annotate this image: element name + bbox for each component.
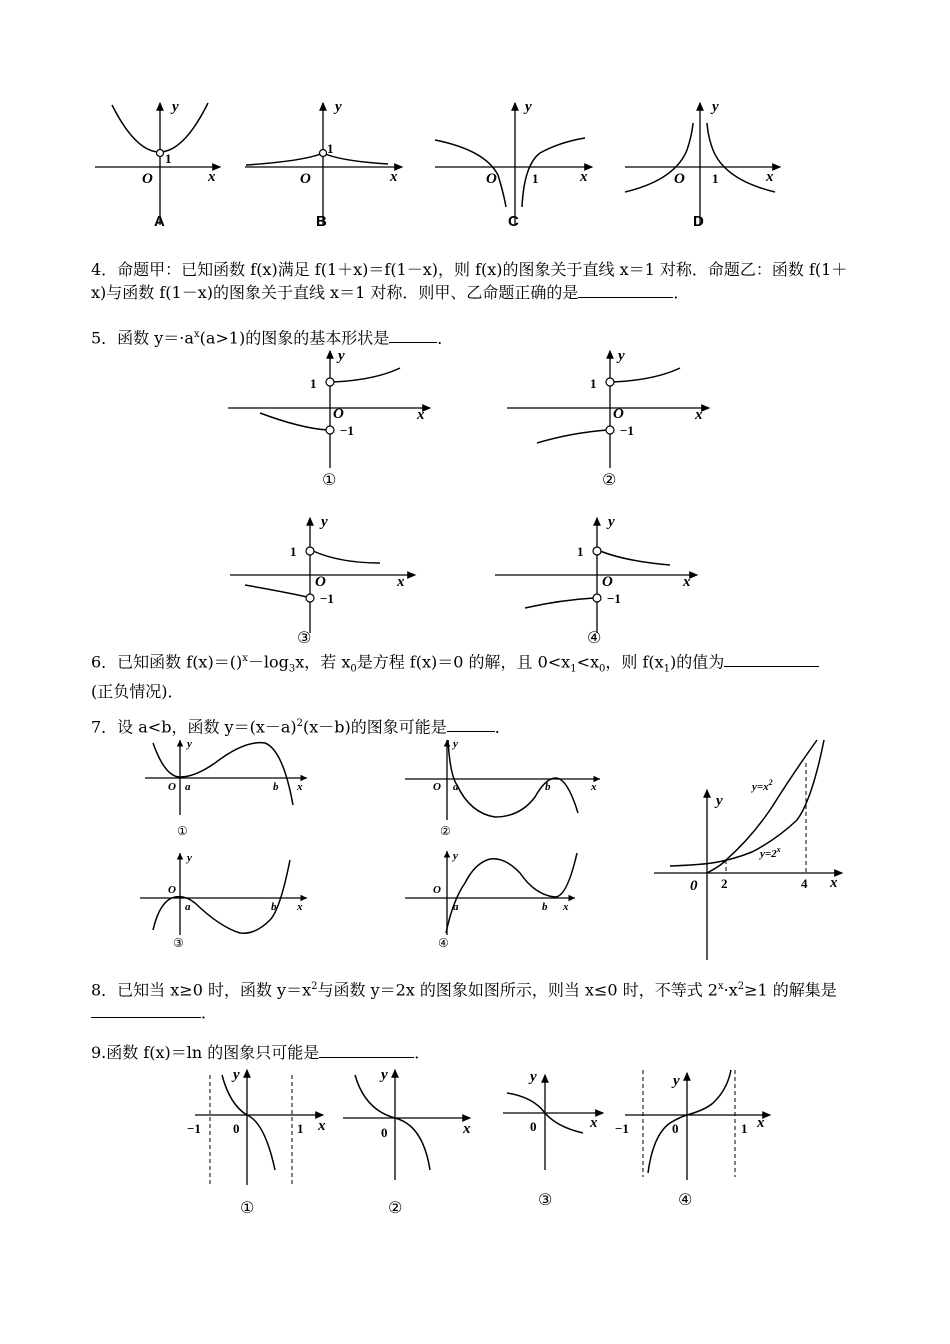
- figure-q7: [135, 735, 615, 955]
- svg-text:x: x: [417, 407, 425, 423]
- q9-graph-3: [503, 1069, 603, 1209]
- figure-abcd: [90, 95, 790, 235]
- svg-text:x: x: [695, 407, 703, 423]
- svg-text:−1: −1: [320, 591, 334, 606]
- q7-graph-1: [145, 738, 307, 838]
- graph-b: [245, 99, 402, 230]
- svg-text:b: b: [271, 901, 277, 913]
- svg-text:O: O: [433, 884, 441, 896]
- axis-y-label: y: [172, 99, 179, 115]
- origin-label: O: [674, 171, 685, 187]
- question-7-text: 7．设 a<b，函数 y＝(x－a): [91, 717, 297, 737]
- svg-text:4: 4: [801, 876, 808, 891]
- caption-3: ③: [297, 628, 312, 647]
- caption-3: ③: [173, 936, 184, 950]
- svg-text:−1: −1: [187, 1121, 201, 1136]
- svg-text:O: O: [315, 574, 326, 590]
- svg-text:1: 1: [590, 376, 597, 391]
- svg-text:−1: −1: [340, 423, 354, 438]
- svg-text:x: x: [591, 781, 597, 793]
- svg-text:1: 1: [741, 1121, 748, 1136]
- graph-d: [625, 99, 780, 230]
- svg-text:−1: −1: [615, 1121, 629, 1136]
- question-7: 7．设 a<b，函数 $y=(x-a)^2(x-b)$的图象可能是 ．: [91, 717, 511, 737]
- q5-graph-4: [495, 514, 697, 647]
- question-6: 6．已知函数 $f(x)=()^x-\log_3x$，若 $x_0$是方程 f(x)＝0 的解，且 $0<x_1<x_0$，则 $f(x_1)$的值为 (正负情况)．: [91, 648, 861, 703]
- svg-text:y: y: [187, 852, 192, 864]
- svg-text:2: 2: [721, 876, 728, 891]
- axis-x-label: x: [390, 169, 398, 185]
- origin-label: O: [486, 171, 497, 187]
- question-5: 5．函数 $y=\cdot a^x(a>1)$的图象的基本形状是 ．: [91, 328, 454, 348]
- caption-4: ④: [678, 1190, 693, 1209]
- svg-text:y: y: [716, 793, 723, 809]
- svg-text:y: y: [338, 348, 345, 364]
- tick-label: 1: [327, 141, 334, 156]
- q5-graph-1: [228, 348, 430, 489]
- caption-1: ①: [240, 1198, 255, 1217]
- figure-q5: [225, 343, 725, 648]
- graph-c: [435, 99, 592, 230]
- question-9-text: 9.函数 f(x)＝ln 的图象只可能是: [91, 1043, 320, 1062]
- svg-text:−1: −1: [607, 591, 621, 606]
- q9-graph-1: [187, 1067, 326, 1217]
- figure-q9: [185, 1065, 785, 1225]
- answer-blank-7[interactable]: [447, 715, 495, 732]
- svg-text:O: O: [613, 406, 624, 422]
- svg-text:a: a: [185, 901, 191, 913]
- question-6-text: 6．已知函数 f(x)＝(): [91, 652, 243, 672]
- caption-2: ②: [388, 1198, 403, 1217]
- svg-text:y: y: [381, 1067, 388, 1083]
- svg-text:x: x: [397, 574, 405, 590]
- q7-graph-4: [405, 850, 577, 950]
- caption-4: ④: [438, 936, 449, 950]
- svg-text:1: 1: [290, 544, 297, 559]
- svg-text:y: y: [673, 1073, 680, 1089]
- svg-text:O: O: [168, 884, 176, 896]
- svg-text:1: 1: [310, 376, 317, 391]
- caption-1: ①: [177, 824, 188, 838]
- origin-label: O: [142, 171, 153, 187]
- q7-graph-2: [405, 738, 600, 838]
- svg-text:y: y: [321, 514, 328, 530]
- answer-blank-8[interactable]: [91, 1001, 201, 1018]
- svg-text:a: a: [453, 901, 459, 913]
- question-4: 4．命题甲：已知函数 f(x)满足 f(1＋x)＝f(1－x)，则 f(x)的图象关于直线 x＝1 对称．命题乙：函数 f(1＋x)与函数 f(1－x)的图象关于直线 x＝1 对称．则甲、乙命题正确的是 ．: [91, 260, 848, 302]
- caption-3: ③: [538, 1190, 553, 1209]
- caption-c: C: [508, 213, 519, 230]
- question-8-text: 8．已知当 x≥0 时，函数 y＝x: [91, 980, 312, 1000]
- answer-blank-4[interactable]: [578, 281, 673, 298]
- q5-graph-2: [507, 348, 709, 489]
- svg-text:y: y: [453, 850, 458, 862]
- svg-text:O: O: [433, 781, 441, 793]
- svg-text:x: x: [830, 875, 838, 891]
- axis-x-label: x: [208, 169, 216, 185]
- question-4-text: 4．命题甲：已知函数 f(x)满足 f(1＋x)＝f(1－x)，则 f(x)的图象关于直线 x＝1 对称．命题乙：函数 f(1＋x)与函数 f(1－x)的图象关于直线 x＝1 对称．则甲、乙命题正确的是: [91, 260, 848, 302]
- svg-text:−1: −1: [620, 423, 634, 438]
- svg-text:y: y: [618, 348, 625, 364]
- question-8: 8．已知当 x≥0 时，函数 $y=x^2$与函数 y＝2x 的图象如图所示，则当 x≤0 时，不等式 $2^x\cdot x^2\ge 1$ 的解集是．: [91, 980, 837, 1023]
- svg-text:a: a: [185, 781, 191, 793]
- caption-1: ①: [322, 470, 337, 489]
- answer-blank-9[interactable]: [319, 1041, 414, 1058]
- axis-y-label: y: [712, 99, 719, 115]
- svg-text:y: y: [608, 514, 615, 530]
- svg-text:x: x: [683, 574, 691, 590]
- svg-text:y: y: [453, 738, 458, 750]
- svg-text:0: 0: [690, 878, 698, 894]
- answer-blank-5[interactable]: [389, 326, 437, 343]
- caption-2: ②: [602, 470, 617, 489]
- svg-text:y: y: [233, 1067, 240, 1083]
- svg-text:x: x: [757, 1115, 765, 1131]
- q7-graph-3: [140, 852, 307, 950]
- svg-text:O: O: [602, 574, 613, 590]
- svg-text:x: x: [463, 1121, 471, 1137]
- svg-text:x: x: [297, 781, 303, 793]
- svg-text:0: 0: [672, 1121, 679, 1136]
- axis-y-label: y: [525, 99, 532, 115]
- question-5-text: 5．函数 y＝·a: [91, 328, 194, 348]
- question-9: 9.函数 f(x)＝ln 的图象只可能是 ．: [91, 1043, 431, 1062]
- label-exponential: $y=2^x$: [760, 845, 781, 860]
- svg-text:y: y: [187, 738, 192, 750]
- svg-text:y: y: [530, 1069, 537, 1085]
- svg-text:O: O: [168, 781, 176, 793]
- answer-blank-6[interactable]: [724, 650, 819, 667]
- svg-text:b: b: [545, 781, 551, 793]
- graph-a: [95, 99, 220, 230]
- svg-text:x: x: [563, 901, 569, 913]
- caption-b: B: [316, 213, 327, 230]
- q9-graph-4: [615, 1070, 770, 1209]
- svg-text:O: O: [333, 406, 344, 422]
- svg-text:x: x: [297, 901, 303, 913]
- svg-text:a: a: [453, 781, 459, 793]
- q5-graph-3: [230, 514, 415, 647]
- tick-label: 1: [712, 171, 719, 186]
- svg-text:x: x: [590, 1115, 598, 1131]
- svg-text:1: 1: [297, 1121, 304, 1136]
- caption-a: A: [154, 213, 165, 230]
- origin-label: O: [300, 171, 311, 187]
- svg-text:x: x: [318, 1118, 326, 1134]
- svg-text:0: 0: [381, 1125, 388, 1140]
- svg-text:b: b: [542, 901, 548, 913]
- tick-label: 1: [532, 171, 539, 186]
- figure-q8: [652, 735, 852, 965]
- svg-text:1: 1: [577, 544, 584, 559]
- svg-text:b: b: [273, 781, 279, 793]
- caption-2: ②: [440, 824, 451, 838]
- label-parabola: $y=x^2$: [752, 778, 773, 793]
- caption-d: D: [693, 213, 704, 230]
- axis-x-label: x: [766, 169, 774, 185]
- caption-4: ④: [587, 628, 602, 647]
- axis-y-label: y: [335, 99, 342, 115]
- svg-text:0: 0: [233, 1121, 240, 1136]
- q9-graph-2: [343, 1067, 471, 1217]
- tick-label: 1: [165, 151, 172, 166]
- axis-x-label: x: [580, 169, 588, 185]
- svg-text:0: 0: [530, 1119, 537, 1134]
